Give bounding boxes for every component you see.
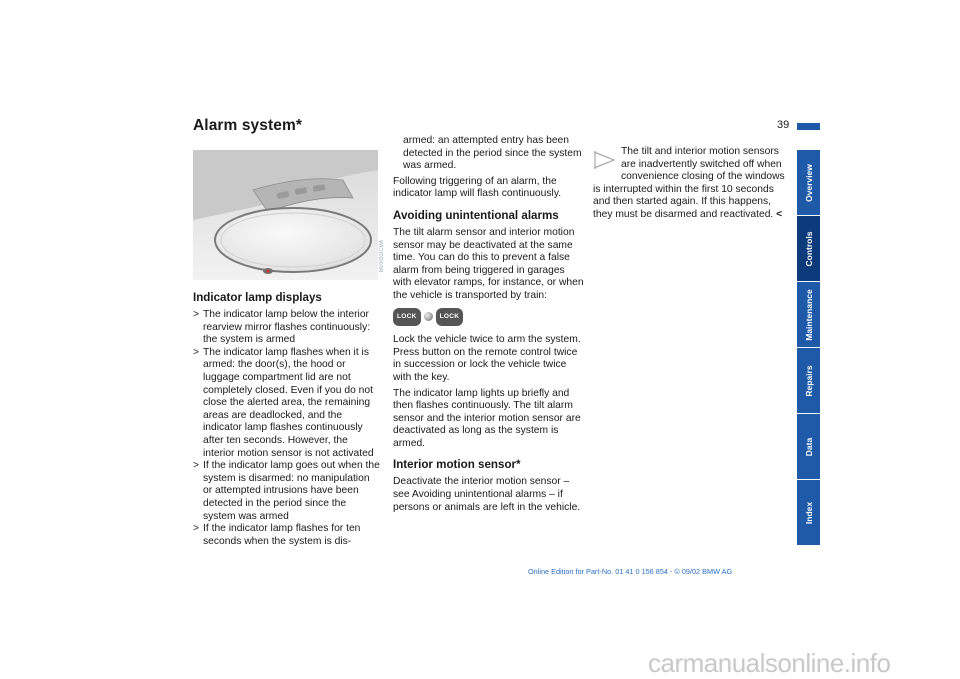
bullet-continuation: armed: an attempted entry has been detected in the period since the system was armed.: [403, 135, 582, 172]
tab-overview[interactable]: Overview: [797, 150, 820, 215]
bullet-marker: >: [193, 309, 200, 320]
mirror-illustration: [193, 150, 378, 280]
list-item: > The indicator lamp below the interior rearview mirror flashes continuously: the system is armed: [193, 309, 371, 346]
column-left: [193, 291, 380, 548]
tab-controls[interactable]: Controls: [797, 216, 820, 281]
footer-edition-text: Online Edition for Part-No. 01 41 0 156 854 - © 09/02 BMW AG: [528, 567, 733, 576]
tab-maintenance[interactable]: Maintenance: [797, 282, 820, 347]
note-text: The tilt and interior motion sensors are inadvertently switched off when convenience closing of the windows is interrupted within the first 10 seconds and then started again. If this happens, they must be disarmed and reactivated.: [593, 146, 785, 220]
bullet-marker: >: [193, 346, 200, 358]
notice-triangle-icon: [593, 150, 615, 175]
key-button-icon: [424, 312, 433, 321]
heading-interior-motion-sensor: Interior motion sensor*: [393, 458, 521, 472]
tab-repairs[interactable]: Repairs: [797, 348, 820, 413]
lock-label: LOCK: [393, 308, 421, 327]
end-mark: <: [776, 208, 783, 220]
list-item: > If the indicator lamp flashes for ten seconds when the system is dis-: [193, 523, 361, 547]
paragraph: The tilt alarm sensor and interior motion sensor may be deactivated at the same time. You can do this to prevent a false alarm from being triggered in garages with elevator ramps, for instance, or when the vehicle is transported by train:: [393, 226, 584, 301]
page-number: 39: [777, 119, 790, 131]
column-middle: [393, 135, 585, 517]
lock-label: LOCK: [436, 308, 464, 327]
image-code: MV00311CMA: [379, 240, 385, 273]
tab-index[interactable]: Index: [797, 480, 820, 545]
paragraph: Lock the vehicle twice to arm the system. Press button on the remote control twice in succession or lock the vehicle twice with the key.: [393, 334, 581, 383]
page-title: Alarm system*: [193, 117, 302, 134]
paragraph: Following triggering of an alarm, the indicator lamp will flash continuously.: [393, 175, 562, 200]
watermark: carmanualsonline.info: [648, 648, 891, 678]
heading-indicator-lamp: Indicator lamp displays: [193, 291, 322, 304]
column-right: [593, 135, 785, 225]
paragraph: The indicator lamp lights up briefly and then flashes continuously. The tilt alarm sensor and the interior motion sensor are deactivated as long as the system is armed.: [393, 387, 581, 449]
section-tabs: [797, 150, 820, 546]
list-item: > The indicator lamp flashes when it is armed: the door(s), the hood or luggage compartment lid are not completely closed. Even if you do not close the alerted area, the remaining areas are deadlocked, and the indicator lamp flashes continuously after ten seconds. However, the interior motion sensor is not activated: [193, 346, 374, 459]
remote-lock-button-icon: [393, 308, 463, 327]
paragraph: Deactivate the interior motion sensor – see Avoiding unintentional alarms – if persons or animals are left in the vehicle.: [393, 476, 581, 513]
heading-avoiding-alarms: Avoiding unintentional alarms: [393, 208, 559, 222]
bullet-marker: >: [193, 460, 200, 472]
bullet-marker: >: [193, 523, 200, 535]
page-number-bar: [797, 123, 820, 130]
rearview-mirror-photo: [193, 150, 378, 280]
list-item: > If the indicator lamp goes out when the system is disarmed: no manipulation or attempted intrusions have been detected in the period since the system was armed: [193, 460, 380, 522]
tab-data[interactable]: Data: [797, 414, 820, 479]
